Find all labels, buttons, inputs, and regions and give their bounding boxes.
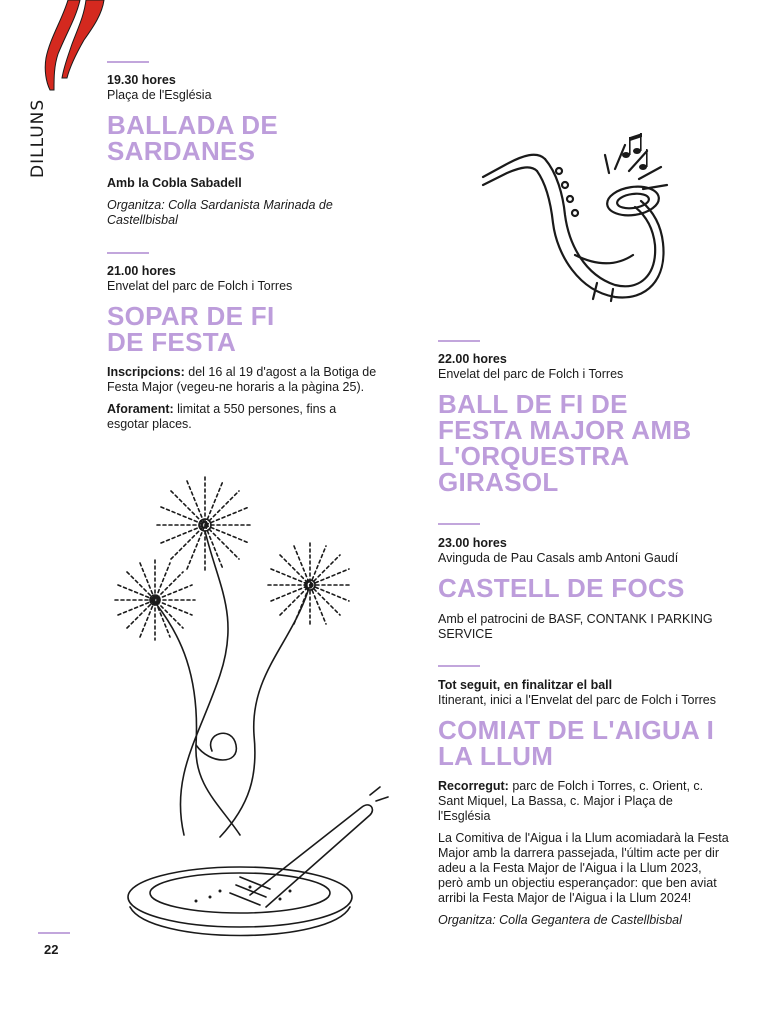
event-castell: [438, 536, 738, 642]
event-route: [438, 779, 723, 824]
event-time: 19.30 hores: [107, 73, 176, 87]
page-number-rule: [38, 932, 70, 934]
event-ball: [438, 352, 738, 495]
event-title-line: SARDANES: [107, 136, 256, 166]
event-time: 21.00 hores: [107, 264, 176, 278]
capacity-label: Aforament:: [107, 402, 174, 416]
event-title-line: GIRASOL: [438, 467, 559, 497]
saxophone-illustration: [475, 115, 675, 315]
event-place: Envelat del parc de Folch i Torres: [438, 367, 624, 381]
event-title: [107, 303, 397, 355]
section-divider: [107, 61, 149, 63]
event-capacity: [107, 402, 377, 432]
event-sponsor: Amb el patrocini de BASF, CONTANK I PARKING SERVICE: [438, 612, 713, 641]
day-side-label: DILLUNS: [28, 98, 48, 178]
section-divider: [107, 252, 149, 254]
section-divider: [438, 340, 480, 342]
event-sopar: [107, 264, 397, 432]
event-title-line: L'ORQUESTRA: [438, 441, 630, 471]
event-place: Envelat del parc de Folch i Torres: [107, 279, 293, 293]
event-organizer: Organitza: Colla Gegantera de Castellbisbal: [438, 913, 682, 927]
route-label: Recorregut:: [438, 779, 509, 793]
event-title-line: CASTELL DE FOCS: [438, 573, 685, 603]
fireworks-plate-illustration: [100, 445, 397, 960]
event-title: [438, 391, 738, 495]
event-title: [438, 717, 738, 769]
event-subtitle: Amb la Cobla Sabadell: [107, 176, 242, 190]
event-description: La Comitiva de l'Aigua i la Llum acomiadarà la Festa Major amb la darrera passejada, l'últim acte per dir adeu a la Festa Major de l'Aigua i la Llum 2023, però amb un objectiu esperançador: que ben aviat arribi la Festa Major de l'Aigua i la Llum 2024!: [438, 831, 729, 905]
event-registration: [107, 365, 392, 395]
registration-text: del 16 al 19 d'agost a la Botiga de Festa Major (vegeu-ne horaris a la pàgina 25).: [107, 365, 377, 394]
event-title-line: SOPAR DE FI: [107, 301, 275, 331]
route-text: parc de Folch i Torres, c. Orient, c. Sant Miquel, La Bassa, c. Major i Plaça de l'Església: [438, 779, 704, 823]
section-divider: [438, 523, 480, 525]
event-title: [438, 575, 738, 601]
event-title: [107, 112, 397, 164]
event-time: Tot seguit, en finalitzar el ball: [438, 678, 613, 692]
section-divider: [438, 665, 480, 667]
event-ballada: [107, 73, 397, 228]
event-title-line: BALL DE FI DE: [438, 389, 628, 419]
registration-label: Inscripcions:: [107, 365, 185, 379]
event-place: Itinerant, inici a l'Envelat del parc de Folch i Torres: [438, 693, 716, 707]
event-place: Avinguda de Pau Casals amb Antoni Gaudí: [438, 551, 679, 565]
event-title-line: FESTA MAJOR AMB: [438, 415, 692, 445]
event-title-line: LA LLUM: [438, 741, 554, 771]
capacity-text: limitat a 550 persones, fins a esgotar places.: [107, 402, 337, 431]
event-place: Plaça de l'Església: [107, 88, 212, 102]
event-time: 22.00 hores: [438, 352, 507, 366]
event-title-line: DE FESTA: [107, 327, 237, 357]
event-title-line: BALLADA DE: [107, 110, 279, 140]
dancer-legs-illustration: [40, 0, 110, 92]
event-title-line: COMIAT DE L'AIGUA I: [438, 715, 715, 745]
page-number: 22: [44, 942, 59, 957]
event-organizer: Organitza: Colla Sardanista Marinada de Castellbisbal: [107, 198, 333, 227]
event-time: 23.00 hores: [438, 536, 507, 550]
event-comiat: [438, 678, 738, 928]
